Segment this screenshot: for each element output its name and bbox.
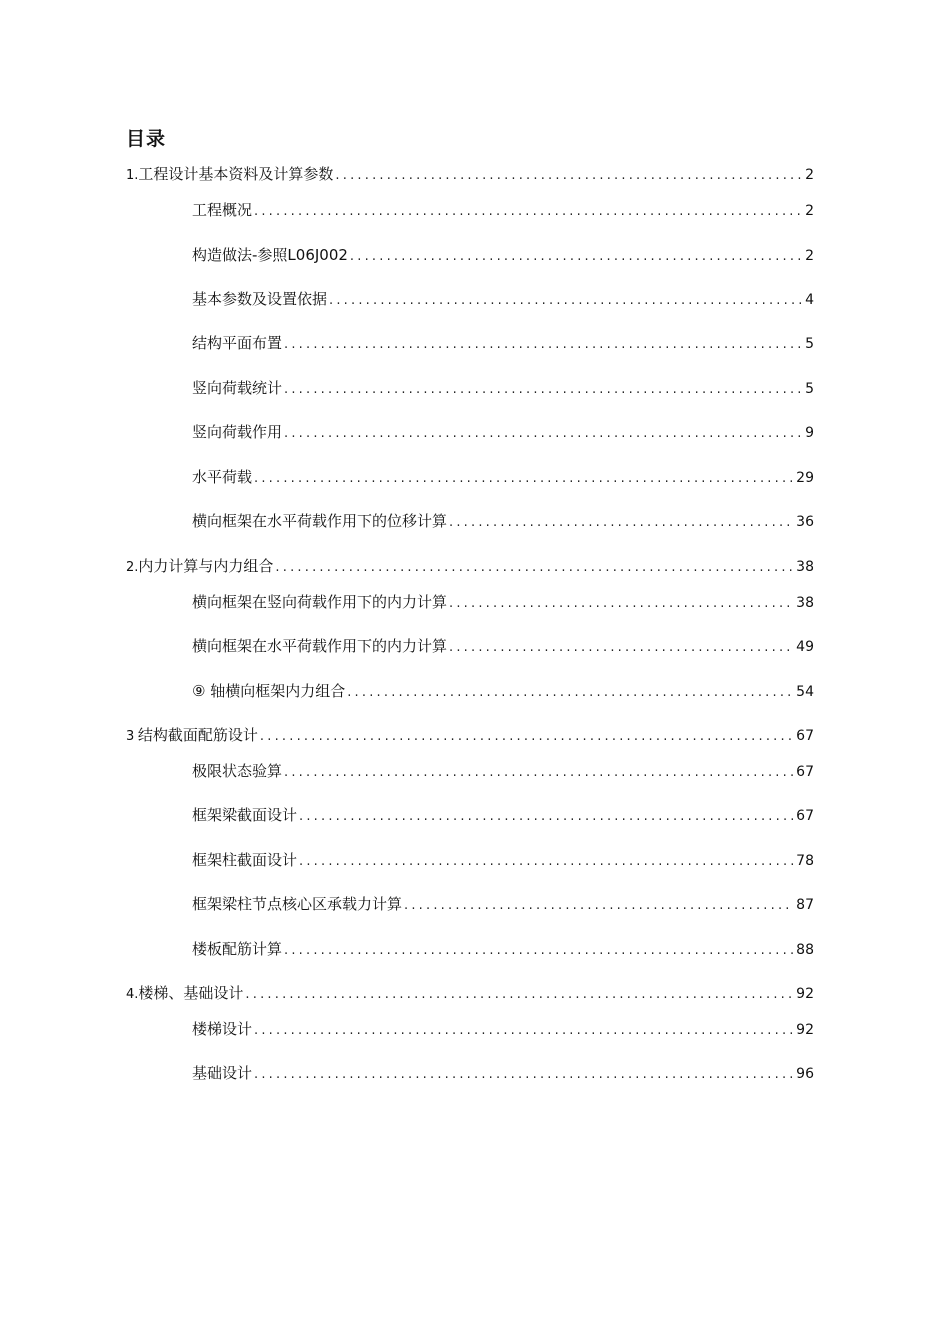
toc-entry-page: 87 <box>796 897 814 913</box>
toc-entry-number: 1. <box>126 168 139 183</box>
toc-leader-dots <box>254 469 794 489</box>
toc-entry[interactable] <box>192 200 814 220</box>
toc-entry-page: 9 <box>805 425 814 441</box>
toc-entry[interactable] <box>192 636 814 656</box>
toc-entry-label: 框架梁截面设计 <box>192 806 298 824</box>
toc-entry-label: 楼梯、基础设计 <box>138 984 244 1002</box>
toc-leader-dots <box>404 896 794 916</box>
toc-entry-label: 横向框架在竖向荷载作用下的内力计算 <box>192 593 448 611</box>
toc-entry-page: 5 <box>805 381 814 397</box>
toc-entry[interactable] <box>126 556 814 576</box>
toc-leader-dots <box>254 1021 794 1041</box>
toc-entry[interactable] <box>192 805 814 825</box>
toc-entry-page: 67 <box>796 728 814 744</box>
toc-leader-dots <box>329 291 803 311</box>
toc-entry[interactable] <box>126 983 814 1003</box>
toc-entry-number: 3 <box>126 729 135 744</box>
toc-entry-page: 67 <box>796 808 814 824</box>
toc-entry-page: 36 <box>796 514 814 530</box>
toc-entry-label: 结构平面布置 <box>192 334 283 352</box>
toc-leader-dots <box>347 683 794 703</box>
toc-entry[interactable] <box>192 511 814 531</box>
toc-leader-dots <box>275 558 794 578</box>
toc-entry[interactable] <box>192 467 814 487</box>
toc-leader-dots <box>245 985 794 1005</box>
toc-entry-label: 横向框架在水平荷载作用下的位移计算 <box>192 512 448 530</box>
toc-entry[interactable] <box>192 289 814 309</box>
toc-entry-label: 内力计算与内力组合 <box>138 557 274 575</box>
toc-entry-page: 38 <box>796 559 814 575</box>
toc-entry-page: 4 <box>805 292 814 308</box>
toc-entry-page: 5 <box>805 336 814 352</box>
toc-entry[interactable] <box>192 681 814 701</box>
toc-entry-label: 基本参数及设置依据 <box>192 290 328 308</box>
toc-entry-label: 横向框架在水平荷载作用下的内力计算 <box>192 637 448 655</box>
toc-leader-dots <box>254 202 803 222</box>
toc-entry-label: 基础设计 <box>192 1064 253 1082</box>
toc-entry-page: 67 <box>796 764 814 780</box>
toc-entry[interactable] <box>192 422 814 442</box>
toc-leader-dots <box>449 513 794 533</box>
toc-entry-page: 2 <box>805 248 814 264</box>
toc-entry[interactable] <box>192 1063 814 1083</box>
toc-entry[interactable] <box>192 245 814 265</box>
toc-entry-label: 楼板配筋计算 <box>192 940 283 958</box>
toc-entry-label: 竖向荷载统计 <box>192 379 283 397</box>
toc-entry-number: 2. <box>126 560 139 575</box>
toc-entry-page: 49 <box>796 639 814 655</box>
toc-entry-label: 框架柱截面设计 <box>192 851 298 869</box>
toc-entry-label: 竖向荷载作用 <box>192 423 283 441</box>
toc-entry-label: 工程概况 <box>192 201 253 219</box>
toc-entry[interactable] <box>192 850 814 870</box>
toc-entry-page: 38 <box>796 595 814 611</box>
toc-leader-dots <box>350 247 803 267</box>
toc-entry-page: 54 <box>796 684 814 700</box>
toc-entry-page: 29 <box>796 470 814 486</box>
toc-leader-dots <box>284 941 794 961</box>
toc-leader-dots <box>284 380 803 400</box>
toc-entry[interactable] <box>192 1019 814 1039</box>
toc-entry-page: 78 <box>796 853 814 869</box>
toc-entry-number: 4. <box>126 987 139 1002</box>
toc-entry-label: 构造做法-参照L06J002 <box>192 246 348 264</box>
toc-entry-page: 88 <box>796 942 814 958</box>
toc-entry-label: 框架梁柱节点核心区承载力计算 <box>192 895 403 913</box>
toc-entry-page: 92 <box>796 986 814 1002</box>
toc-leader-dots <box>299 852 794 872</box>
toc-entry[interactable] <box>192 894 814 914</box>
toc-entry[interactable] <box>126 725 814 745</box>
toc-entry-label: 工程设计基本资料及计算参数 <box>138 165 334 183</box>
toc-entry-page: 96 <box>796 1066 814 1082</box>
toc-entry[interactable] <box>126 164 814 184</box>
toc-entry[interactable] <box>192 761 814 781</box>
toc-entry-page: 92 <box>796 1022 814 1038</box>
toc-entry[interactable] <box>192 333 814 353</box>
toc-entry-label: 水平荷载 <box>192 468 253 486</box>
toc-entry[interactable] <box>192 378 814 398</box>
toc-title: 目录 <box>126 128 167 150</box>
toc-leader-dots <box>284 763 794 783</box>
toc-leader-dots <box>284 424 803 444</box>
toc-entry[interactable] <box>192 592 814 612</box>
toc-entry-label: 楼梯设计 <box>192 1020 253 1038</box>
toc-leader-dots <box>254 1065 794 1085</box>
toc-entry[interactable] <box>192 939 814 959</box>
toc-entry-page: 2 <box>805 203 814 219</box>
toc-entry-label: 极限状态验算 <box>192 762 283 780</box>
toc-entry-label: 结构截面配筋设计 <box>137 726 258 744</box>
toc-leader-dots <box>260 727 794 747</box>
toc-leader-dots <box>449 594 794 614</box>
toc-leader-dots <box>449 638 794 658</box>
toc-entry-label: ⑨ 轴横向框架内力组合 <box>192 682 346 700</box>
toc-entry-page: 2 <box>805 167 814 183</box>
toc-leader-dots <box>299 807 794 827</box>
toc-leader-dots <box>335 166 803 186</box>
toc-leader-dots <box>284 335 803 355</box>
